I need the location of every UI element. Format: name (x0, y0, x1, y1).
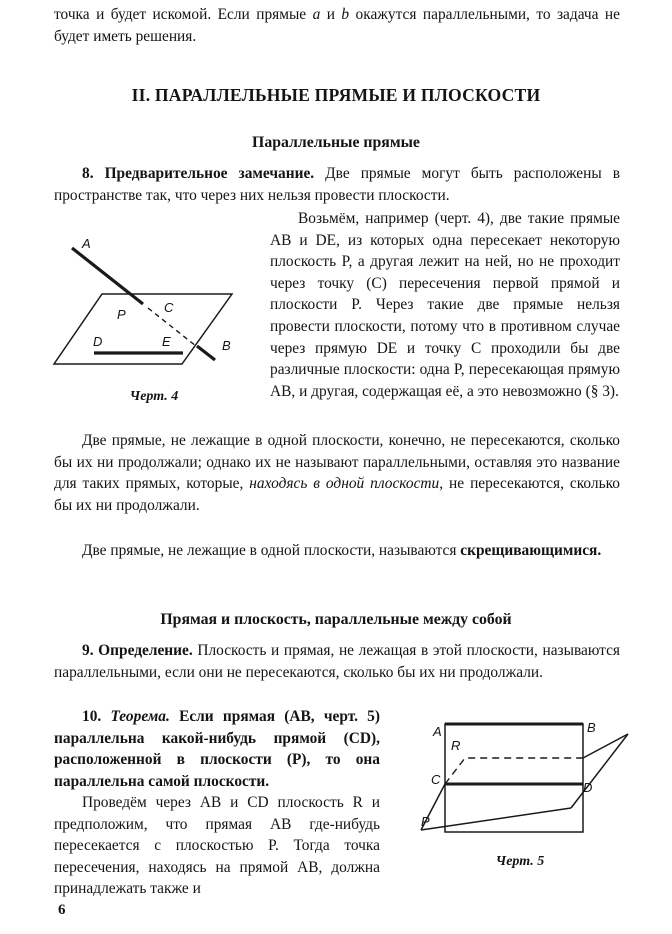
section-title-line-and-plane: Прямая и плоскость, параллельные между собой (160, 611, 512, 628)
label-p: P (421, 814, 430, 829)
paragraph-9: 9. Определение. Плоскость и прямая, не лежащая в этой плоскости, называются параллельными, если они не пересекаются, сколько бы их ни продолжали. (54, 642, 620, 681)
plane-p-bottom (421, 808, 571, 830)
label-r: R (451, 738, 461, 753)
label-d: D (583, 780, 593, 795)
chapter-title: II. ПАРАЛЛЕЛЬНЫЕ ПРЯМЫЕ И ПЛОСКОСТИ (131, 85, 541, 105)
label-c: C (164, 300, 174, 315)
paragraph-8-second: Две прямые, не лежащие в одной плоскости, конечно, не пересекаются, сколько бы их ни продолжали; однако их не называют параллельными, оставляя это название для таких прямых, которые, находясь в одной плоскости, не пересекаются, сколько бы их ни продолжали. (54, 432, 620, 514)
top-paragraph: точка и будет искомой. Если прямые a и b окажутся параллельными, то задача не будет иметь решения. (54, 6, 621, 45)
label-c: C (431, 772, 441, 787)
figure-4-diagram (50, 232, 264, 372)
label-d: D (93, 334, 103, 349)
paragraph-8-third: Две прямые, не лежащие в одной плоскости, называются скрещивающимися. (82, 542, 602, 559)
label-e: E (162, 334, 171, 349)
paragraph-10-proof: Проведём через AB и CD плоскость R и предположим, что прямая AB где-нибудь пересекается с плоскостью P. Тогда точка пересечения, находясь на прямой AB, должна принадлежать также и (54, 794, 380, 898)
figure-5-diagram (405, 712, 645, 842)
paragraph-10-theorem: 10. Теорема. Если прямая (AB, черт. 5) параллельна какой-нибудь прямой (CD), расположенной в плоскости (P), то она параллельна самой плоскости. (54, 708, 380, 790)
label-b: B (222, 338, 231, 353)
label-b: B (587, 720, 596, 735)
figure-5-caption: Черт. 5 (495, 854, 545, 869)
label-a: A (82, 236, 91, 251)
plane-p-right (571, 734, 628, 808)
paragraph-8-column: Возьмём, например (черт. 4), две такие прямые AB и DE, из которых одна пересекает некоторую плоскость P, а другая лежит на ней, но не проходит через точку (C) пересечения первой прямой и плоскости P. Через такие две прямые нельзя провести плоскости, потому что в противном случае через прямую DE и точку C проходили бы две различные плоскости: одна P, пересекающая прямую AB, и другая, содержащая её, а это невозможно (§ 3). (270, 210, 620, 400)
figure-4-caption: Черт. 4 (129, 389, 179, 404)
line-ab-upper (72, 248, 143, 304)
paragraph-8-intro: 8. Предварительное замечание. Две прямые могут быть расположены в пространстве так, что через них нельзя провести плоскости. (54, 165, 620, 204)
line-ab-lower (197, 346, 215, 360)
page-number: 6 (58, 902, 66, 918)
label-p: P (117, 307, 126, 322)
plane-p-top-right (583, 734, 628, 758)
label-a: A (433, 724, 442, 739)
section-title-parallel-lines: Параллельные прямые (252, 134, 420, 151)
plane-p-hidden-edge (445, 758, 583, 784)
